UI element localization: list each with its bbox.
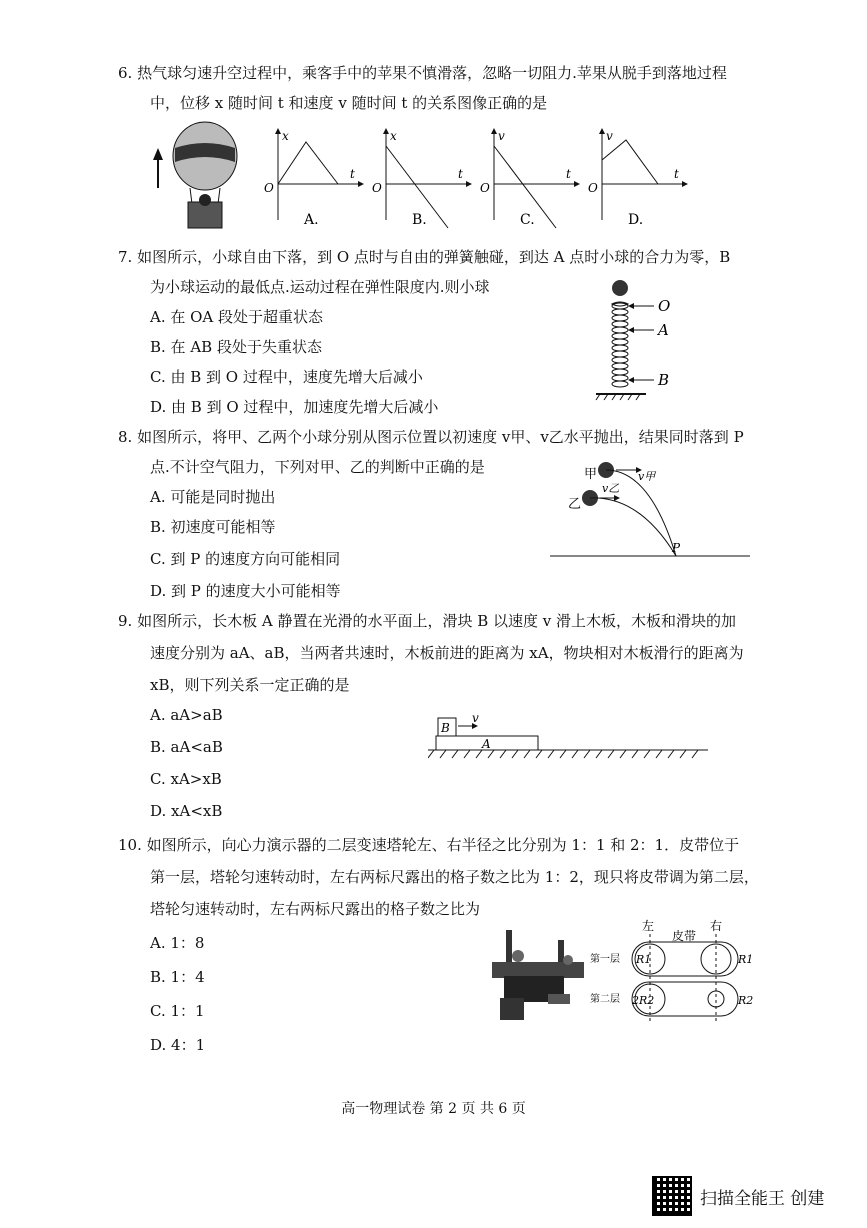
graph-d-ylabel: v xyxy=(606,129,613,143)
q10-label-left: 左 xyxy=(642,919,655,933)
q7-label-a: A xyxy=(658,321,669,339)
q7-label-o: O xyxy=(658,297,671,315)
q9-label-v: v xyxy=(472,711,479,725)
page-footer: 高一物理试卷 第 2 页 共 6 页 xyxy=(341,1101,526,1117)
q9-board-figure xyxy=(428,710,708,766)
q6-graphs xyxy=(258,120,688,240)
q8-projectile-figure xyxy=(550,456,750,566)
q8-label-jia: 甲 xyxy=(584,467,598,482)
q8-label-vyi: v乙 xyxy=(602,482,620,495)
q8-stem-line1: 8. 如图所示，将甲、乙两个小球分别从图示位置以初速度 v甲、v乙水平抛出，结果同时落到 P xyxy=(118,428,744,446)
q10-label-r1-left: R1 xyxy=(636,953,652,966)
graph-a-ylabel: x xyxy=(282,129,289,143)
graph-c-label: C. xyxy=(520,212,535,228)
q8-label-yi: 乙 xyxy=(568,497,582,512)
graph-d-label: D. xyxy=(628,212,644,228)
q10-option-c: C. 1：1 xyxy=(150,1002,205,1020)
q10-option-a: A. 1：8 xyxy=(150,934,205,952)
q6-balloon-figure xyxy=(150,118,240,230)
q9-stem-line3: xB，则下列关系一定正确的是 xyxy=(150,676,350,694)
q9-option-c: C. xA>xB xyxy=(150,770,222,788)
q8-stem-line2: 点.不计空气阻力，下列对甲、乙的判断中正确的是 xyxy=(150,458,485,476)
q10-label-r2-left: 2R2 xyxy=(632,994,655,1007)
q7-stem-line1: 7. 如图所示，小球自由下落，到 O 点时与自由的弹簧触碰，到达 A 点时小球的合力为零，B xyxy=(118,248,731,266)
q10-label-r2-right: R2 xyxy=(738,994,754,1007)
graph-a xyxy=(264,128,364,228)
graph-b-ylabel: x xyxy=(390,129,397,143)
q6-stem-line2: 中，位移 x 随时间 t 和速度 v 随时间 t 的关系图像正确的是 xyxy=(150,94,548,112)
q9-label-a: A xyxy=(482,737,491,751)
graph-b-origin: O xyxy=(372,181,382,195)
q9-option-a: A. aA>aB xyxy=(150,706,223,724)
q8-label-p: P xyxy=(672,541,681,555)
q8-option-c: C. 到 P 的速度方向可能相同 xyxy=(150,550,341,568)
q9-label-b: B xyxy=(441,721,450,735)
graph-d-xlabel: t xyxy=(674,167,679,181)
q7-option-c: C. 由 B 到 O 过程中，速度先增大后减小 xyxy=(150,368,423,386)
graph-d xyxy=(588,128,688,228)
graph-b xyxy=(372,128,472,228)
q10-label-right: 右 xyxy=(710,919,723,933)
q7-option-d: D. 由 B 到 O 过程中，加速度先增大后减小 xyxy=(150,398,439,416)
q10-belt-diagram xyxy=(588,918,778,1028)
q10-apparatus-photo xyxy=(488,926,588,1026)
q7-option-b: B. 在 AB 段处于失重状态 xyxy=(150,338,322,356)
q10-option-b: B. 1：4 xyxy=(150,968,205,986)
q7-option-a: A. 在 OA 段处于超重状态 xyxy=(150,308,324,326)
q9-stem-line2: 速度分别为 aA、aB，当两者共速时，木板前进的距离为 xA，物块相对木板滑行的距离为 xyxy=(150,644,744,662)
q7-label-b: B xyxy=(658,371,670,389)
q10-label-layer1: 第一层 xyxy=(590,954,620,965)
graph-a-label: A. xyxy=(304,212,319,228)
q10-stem-line1: 10. 如图所示，向心力演示器的二层变速塔轮左、右半径之比分别为 1：1 和 2：1．皮带位于 xyxy=(118,836,740,854)
q10-label-r1-right: R1 xyxy=(738,953,754,966)
q10-label-belt: 皮带 xyxy=(672,929,697,943)
q6-stem-line1: 6. 热气球匀速升空过程中，乘客手中的苹果不慎滑落，忽略一切阻力.苹果从脱手到落地过程 xyxy=(118,64,727,82)
q10-stem-line3: 塔轮匀速转动时，左右两标尺露出的格子数之比为 xyxy=(150,900,481,918)
q10-option-d: D. 4：1 xyxy=(150,1036,206,1054)
q9-option-b: B. aA<aB xyxy=(150,738,223,756)
graph-c-origin: O xyxy=(480,181,490,195)
q10-label-layer2: 第二层 xyxy=(590,994,620,1005)
watermark-text: 扫描全能王 创建 xyxy=(700,1188,825,1209)
q10-stem-line2: 第一层，塔轮匀速转动时，左右两标尺露出的格子数之比为 1：2，现只将皮带调为第二层， xyxy=(150,868,759,886)
q8-label-vjia: v甲 xyxy=(638,470,656,483)
q8-option-d: D. 到 P 的速度大小可能相等 xyxy=(150,582,341,600)
graph-b-xlabel: t xyxy=(458,167,463,181)
graph-c-xlabel: t xyxy=(566,167,571,181)
q8-option-b: B. 初速度可能相等 xyxy=(150,518,276,536)
q7-stem-line2: 为小球运动的最低点.运动过程在弹性限度内.则小球 xyxy=(150,278,490,296)
graph-c xyxy=(480,128,580,228)
qr-code-icon xyxy=(652,1176,692,1216)
q9-option-d: D. xA<xB xyxy=(150,802,223,820)
q9-stem-line1: 9. 如图所示，长木板 A 静置在光滑的水平面上，滑块 B 以速度 v 滑上木板，木板和滑块的加 xyxy=(118,612,737,630)
graph-a-origin: O xyxy=(264,181,274,195)
graph-a-xlabel: t xyxy=(350,167,355,181)
graph-c-ylabel: v xyxy=(498,129,505,143)
graph-b-label: B. xyxy=(412,212,427,228)
scanner-watermark xyxy=(652,1176,824,1216)
graph-d-origin: O xyxy=(588,181,598,195)
q7-spring-figure xyxy=(590,276,690,406)
q8-option-a: A. 可能是同时抛出 xyxy=(150,488,276,506)
